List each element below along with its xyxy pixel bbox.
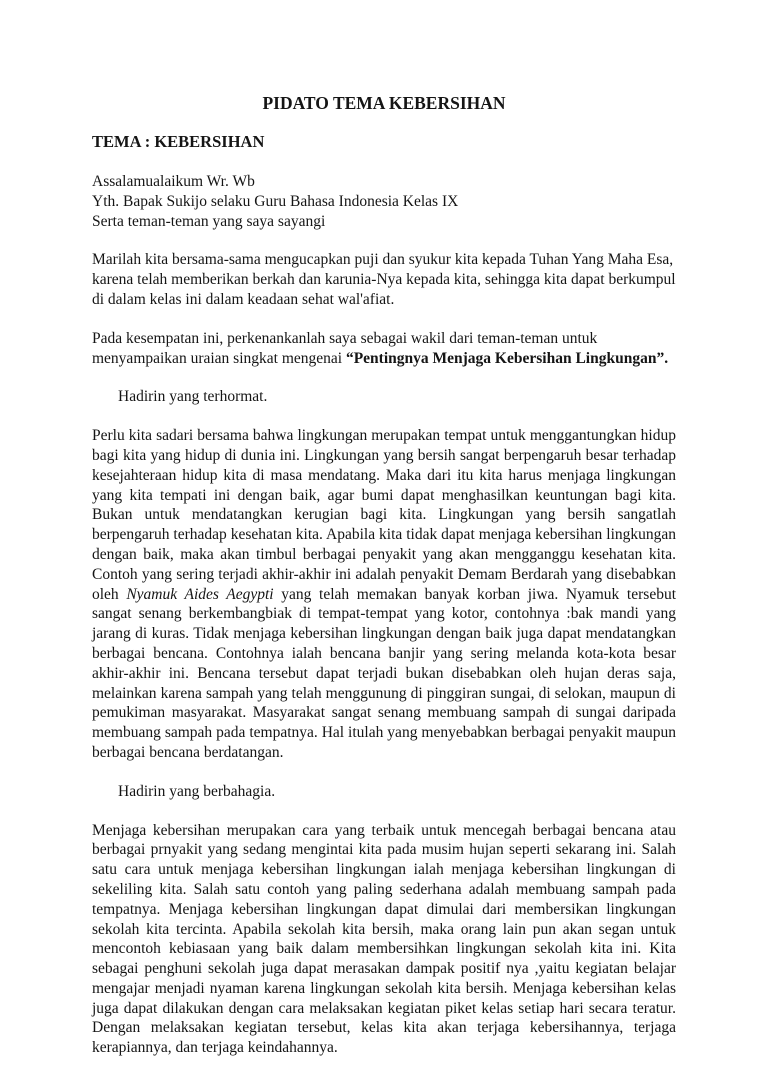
paragraph-intro-topic bbox=[92, 329, 676, 369]
salutation-berbahagia: Hadirin yang berbahagia. bbox=[118, 782, 276, 800]
greeting-line-friends: Serta teman-teman yang saya sayangi bbox=[92, 212, 326, 230]
paragraph-closing-school: Menjaga kebersihan merupakan cara yang terbaik untuk mencegah berbagai bencana atau berbagai prnyakit yang sedang mengintai kita pada musim hujan seperti sekarang ini. Salah satu cara untuk menjaga kebersihan lingkungan ialah menjaga kebersihan lingkungan di sekeliling kita. Salah satu contoh yang paling sederhana adalah membuang sampah pada tempatnya. Menjaga kebersihan lingkungan dapat dimulai dari membersikan lingkungan sekolah kita tercinta. Apabila sekolah kita bersih, maka orang lain pun akan segan untuk mencontoh kebiasaan yang baik dalam membersihkan lingkungan sekolah kita ini. Kita sebagai penghuni sekolah juga dapat merasakan dampak positif nya ,yaitu kegiatan belajar mengajar menjadi nyaman karena lingkungan sekolah kita bersih. Menjaga kebersihan kelas juga dapat dilakukan dengan cara melaksakan kegiatan piket kelas setiap hari secara teratur. Dengan melaksakan kegiatan tersebut, kelas kita akan terjaga kebersihannya, terjaga kerapiannya, dan terjaga keindahannya. bbox=[92, 821, 676, 1057]
text-run: “Pentingnya Menjaga Kebersihan Lingkungan”. bbox=[345, 349, 669, 367]
text-run: Perlu kita sadari bersama bahwa lingkungan merupakan tempat untuk menggantungkan hidup bagi kita yang hidup di dunia ini. Lingkungan yang bersih sangat berpengaruh besar terhadap kesejahteraan hidup kita di masa mendatang. Maka dari itu kita harus menjaga lingkungan yang kita tempati ini dengan baik, agar bumi dapat menghasilkan keuntungan bagi kita. Bukan untuk mendatangkan kerugian bagi kita. Lingkungan yang bersih sangatlah berpengaruh terhadap kesehatan kita. Apabila kita tidak dapat menjaga kebersihan lingkungan dengan baik, maka akan timbul berbagai penyakit yang akan mengganggu kesehatan kita. Contoh yang sering terjadi akhir-akhir ini adalah penyakit Demam Berdarah yang disebabkan oleh bbox=[92, 427, 676, 603]
greeting-line-teacher: Yth. Bapak Sukijo selaku Guru Bahasa Indonesia Kelas IX bbox=[92, 192, 459, 210]
document-title: PIDATO TEMA KEBERSIHAN bbox=[262, 93, 506, 113]
text-run: yang telah memakan banyak korban jiwa. Nyamuk tersebut sangat senang berkembangbiak di tempat-tempat yang kotor, contohnya :bak mandi yang jarang di kuras. Tidak menjaga kebersihan lingkungan dengan baik juga dapat mendatangkan berbagai bencana. Contohnya ialah bencana banjir yang sering melanda kota-kota besar akhir-akhir ini. Bencana tersebut dapat terjadi bukan disebabkan oleh hujan deras saja, melainkan karena sampah yang telah menggunung di pinggiran sungai, di selokan, maupun di pemukiman masyarakat. Masyarakat sangat senang membuang sampah di sungai daripada membuang sampah pada tempatnya. Hal itulah yang menyebabkan berbagai penyakit maupun berbagai bencana berdatangan. bbox=[92, 585, 676, 761]
paragraph-body-environment bbox=[92, 426, 676, 763]
theme-heading: TEMA : KEBERSIHAN bbox=[92, 132, 265, 151]
paragraph-opening: Marilah kita bersama-sama mengucapkan puji dan syukur kita kepada Tuhan Yang Maha Esa, karena telah memberikan berkah dan karunia-Nya kepada kita, sehingga kita dapat berkumpul di dalam kelas ini dalam keadaan sehat wal'afiat. bbox=[92, 251, 676, 308]
salutation-terhormat: Hadirin yang terhormat. bbox=[118, 388, 268, 406]
text-run: Pada kesempatan ini, perkenankanlah saya sebagai wakil dari teman-teman untuk menyampaikan uraian singkat mengenai bbox=[92, 329, 598, 367]
greeting-line-salam: Assalamualaikum Wr. Wb bbox=[92, 173, 255, 190]
text-run: Nyamuk Aides Aegypti bbox=[126, 585, 274, 603]
greeting-block bbox=[92, 172, 676, 231]
